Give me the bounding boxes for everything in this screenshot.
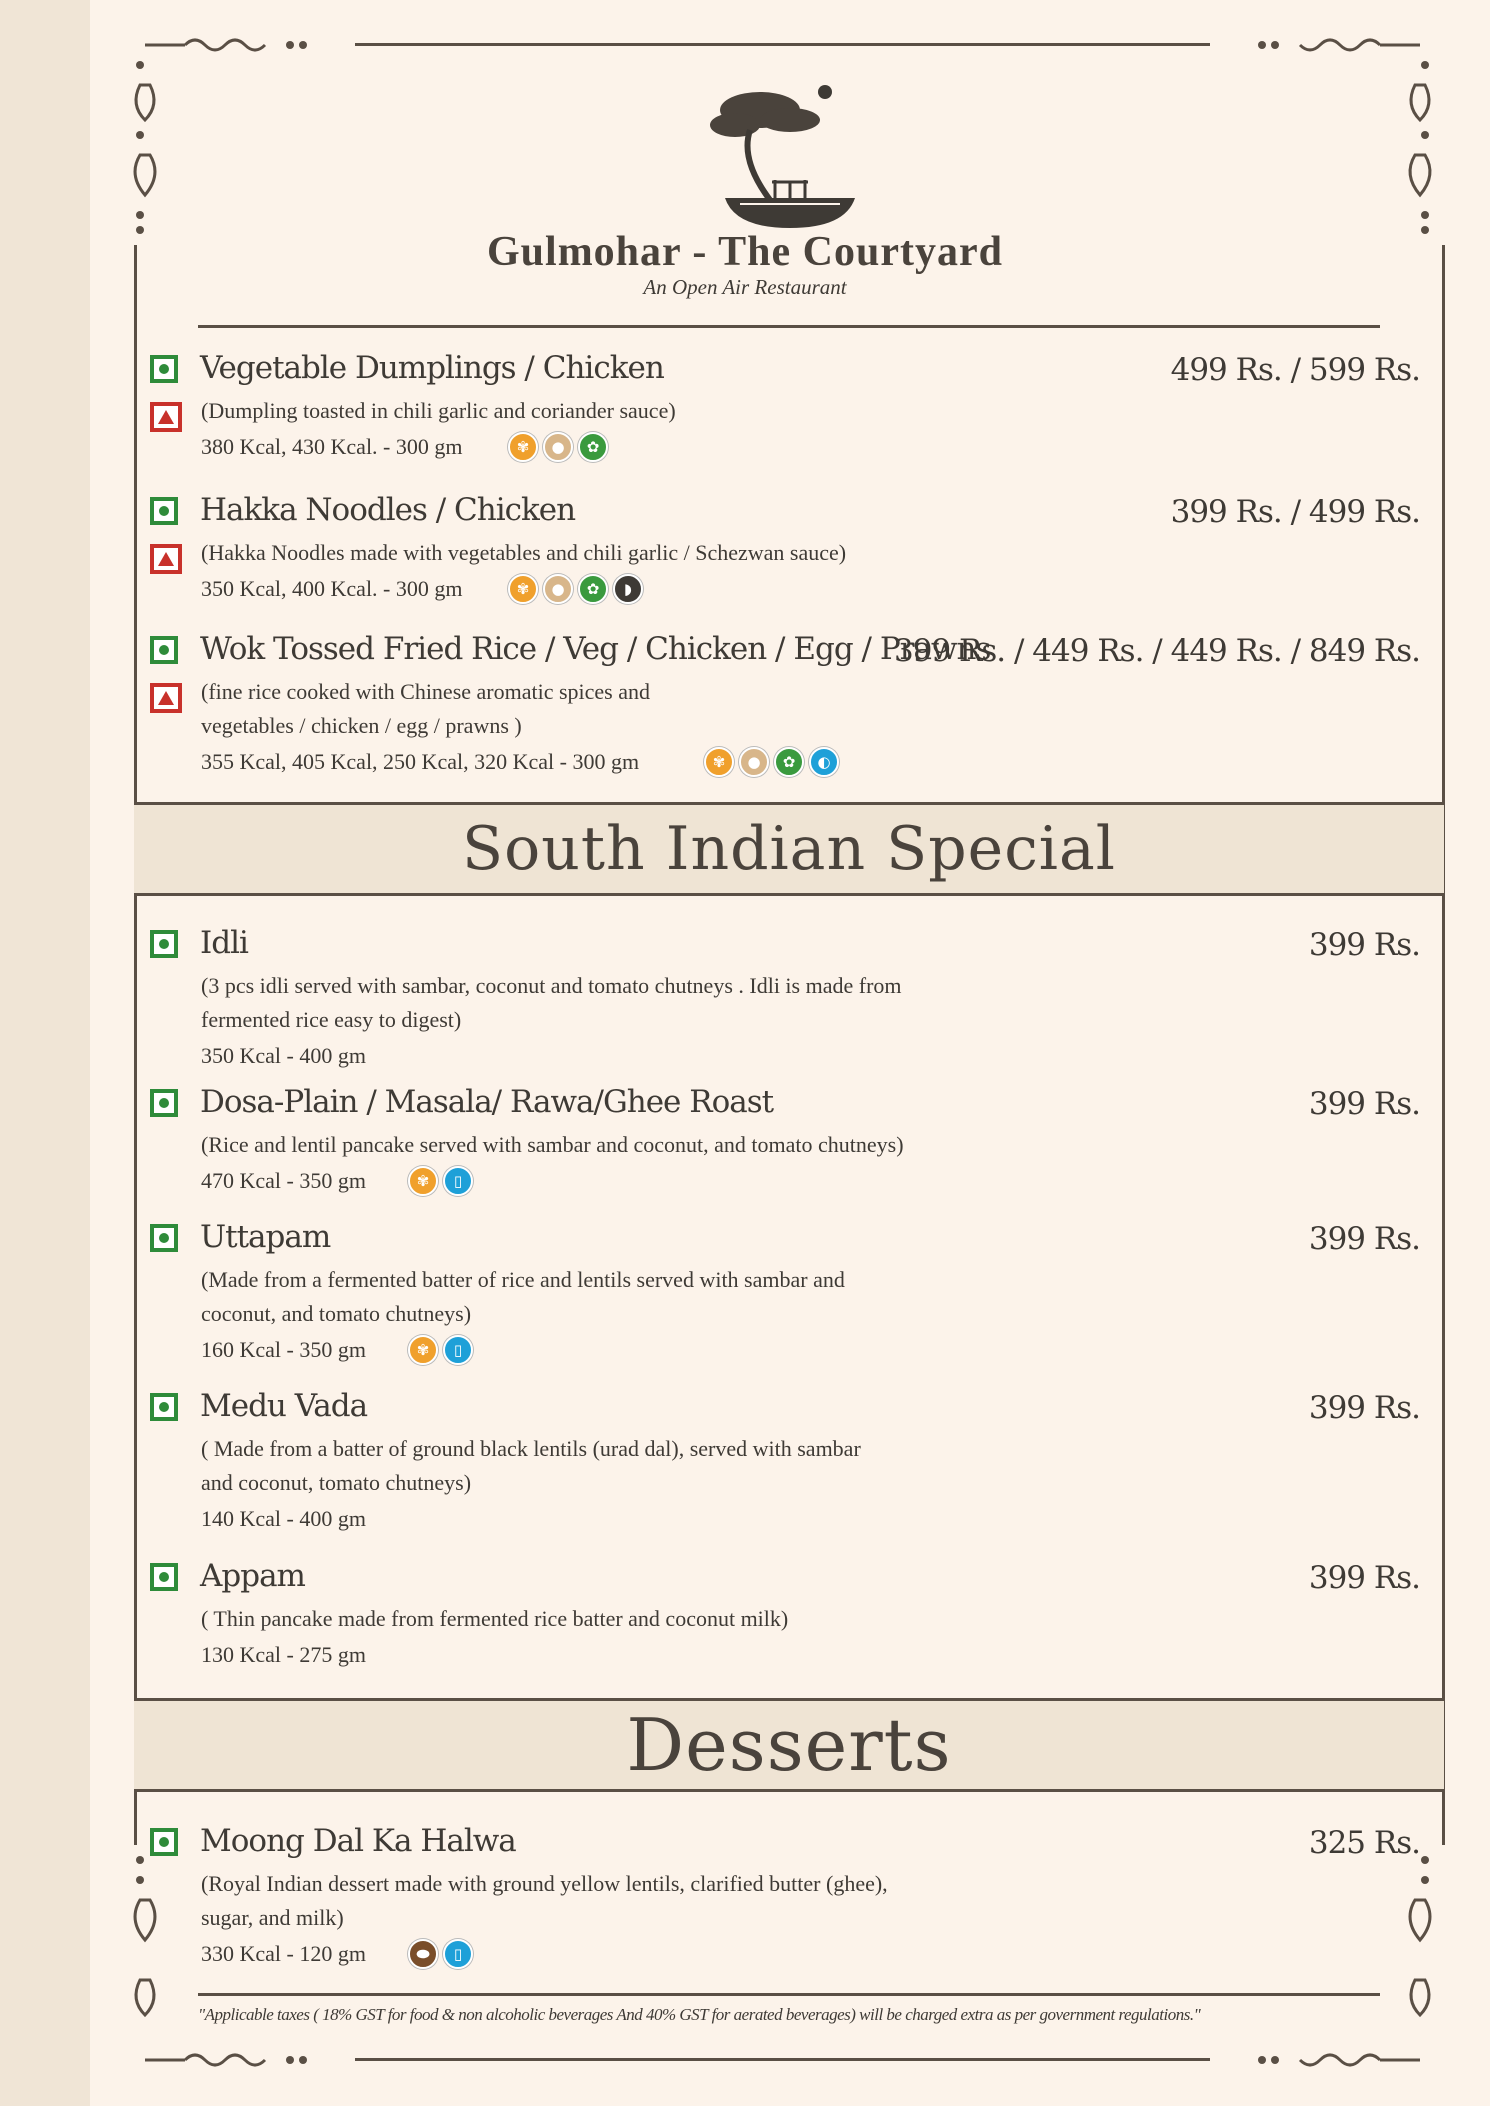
item-calories: 330 Kcal - 120 gm — [201, 1941, 366, 1966]
item-name: Medu Vada — [200, 1388, 368, 1424]
veg-mark-icon — [150, 497, 178, 525]
list-item — [150, 350, 1420, 460]
item-name: Idli — [200, 925, 248, 961]
item-name: Vegetable Dumplings / Chicken — [200, 350, 664, 386]
item-price: 399 Rs. / 499 Rs. — [1170, 494, 1420, 530]
item-name: Wok Tossed Fried Rice / Veg / Chicken / Egg / Prawns — [200, 631, 991, 667]
section-header-desserts: Desserts — [134, 1698, 1444, 1792]
item-calories: 160 Kcal - 350 gm — [201, 1337, 366, 1362]
frame-bottom-line — [355, 2058, 1210, 2061]
item-description: (Royal Indian dessert made with ground yellow lentils, clarified butter (ghee), — [201, 1871, 888, 1896]
lactose-icon: ▯ — [443, 1939, 473, 1969]
item-description: and coconut, tomato chutneys) — [201, 1470, 472, 1495]
item-price: 399 Rs. — [1308, 1560, 1420, 1596]
item-calories: 355 Kcal, 405 Kcal, 250 Kcal, 320 Kcal - 300 gm — [201, 749, 640, 774]
veg-mark-icon — [150, 1089, 178, 1117]
gluten-icon: ✾ — [704, 747, 734, 777]
allergen-icons — [704, 747, 839, 777]
item-description: ( Made from a batter of ground black lentils (urad dal), served with sambar — [201, 1436, 861, 1461]
veg-mark-icon — [150, 1828, 178, 1856]
veg-mark-icon — [150, 355, 178, 383]
frame-top-line — [355, 43, 1210, 46]
nonveg-mark-icon — [150, 402, 182, 432]
item-calories: 130 Kcal - 275 gm — [201, 1642, 366, 1667]
item-description: sugar, and milk) — [201, 1905, 344, 1930]
item-price: 399 Rs. — [1308, 1221, 1420, 1257]
list-item — [150, 925, 1420, 1075]
list-item — [150, 631, 1420, 781]
allergen-icons — [408, 1939, 473, 1969]
veg-icon: ✿ — [774, 747, 804, 777]
veg-mark-icon — [150, 1393, 178, 1421]
nut-icon: ● — [739, 747, 769, 777]
item-description: (3 pcs idli served with sambar, coconut and tomato chutneys . Idli is made from — [201, 973, 902, 998]
list-item — [150, 1823, 1420, 1973]
allergen-icons — [508, 432, 608, 462]
item-calories: 140 Kcal - 400 gm — [201, 1506, 366, 1531]
list-item — [150, 1219, 1420, 1369]
item-calories: 350 Kcal, 400 Kcal. - 300 gm — [201, 576, 463, 601]
gluten-icon: ✾ — [408, 1166, 438, 1196]
nut-icon: ● — [543, 574, 573, 604]
gluten-icon: ✾ — [508, 432, 538, 462]
item-name: Hakka Noodles / Chicken — [200, 492, 576, 528]
egg-icon: ◐ — [809, 747, 839, 777]
item-description: coconut, and tomato chutneys) — [201, 1301, 472, 1326]
allergen-icons — [408, 1166, 473, 1196]
item-description: (Rice and lentil pancake served with sambar and coconut, and tomato chutneys) — [201, 1132, 904, 1157]
nut-icon: ● — [543, 432, 573, 462]
item-calories: 380 Kcal, 430 Kcal. - 300 gm — [201, 434, 463, 459]
allergen-icons — [508, 574, 643, 604]
nonveg-mark-icon — [150, 544, 182, 574]
soy-icon: ⬬ — [408, 1939, 438, 1969]
header-rule — [198, 325, 1380, 328]
veg-mark-icon — [150, 930, 178, 958]
item-description: (fine rice cooked with Chinese aromatic spices and — [201, 679, 651, 704]
list-item — [150, 1558, 1420, 1668]
brand-name: Gulmohar - The Courtyard — [487, 229, 1003, 275]
lactose-icon: ▯ — [443, 1335, 473, 1365]
veg-mark-icon — [150, 1224, 178, 1252]
frame-left-line — [134, 245, 137, 1845]
item-name: Appam — [200, 1558, 305, 1594]
item-description: (Dumpling toasted in chili garlic and coriander sauce) — [201, 398, 676, 423]
item-description: (Made from a fermented batter of rice and lentils served with sambar and — [201, 1267, 845, 1292]
item-calories: 350 Kcal - 400 gm — [201, 1043, 366, 1068]
list-item — [150, 1084, 1420, 1194]
item-name: Dosa-Plain / Masala/ Rawa/Ghee Roast — [200, 1084, 774, 1120]
veg-icon: ✿ — [578, 432, 608, 462]
frame-right-line — [1442, 245, 1445, 1845]
item-price: 325 Rs. — [1308, 1825, 1420, 1861]
item-name: Moong Dal Ka Halwa — [200, 1823, 516, 1859]
item-description: vegetables / chicken / egg / prawns ) — [201, 713, 522, 738]
list-item — [150, 492, 1420, 602]
item-description: fermented rice easy to digest) — [201, 1007, 462, 1032]
tax-note: "Applicable taxes ( 18% GST for food & non alcoholic beverages And 40% GST for aerated beverages) will be charged extra as per government regulations." — [198, 2005, 1201, 2024]
item-price: 399 Rs. — [1308, 1086, 1420, 1122]
restaurant-logo-icon — [690, 70, 890, 240]
item-price: 399 Rs. — [1308, 1390, 1420, 1426]
item-price: 399 Rs. / 449 Rs. / 449 Rs. / 849 Rs. — [894, 633, 1420, 669]
brand-tagline: An Open Air Restaurant — [643, 275, 847, 299]
lactose-icon: ▯ — [443, 1166, 473, 1196]
gluten-icon: ✾ — [408, 1335, 438, 1365]
allergen-icons — [408, 1335, 473, 1365]
item-price: 499 Rs. / 599 Rs. — [1170, 352, 1420, 388]
shellfish-icon: ◗ — [613, 574, 643, 604]
item-description: ( Thin pancake made from fermented rice batter and coconut milk) — [201, 1606, 789, 1631]
gluten-icon: ✾ — [508, 574, 538, 604]
item-description: (Hakka Noodles made with vegetables and chili garlic / Schezwan sauce) — [201, 540, 847, 565]
nonveg-mark-icon — [150, 683, 182, 713]
side-strip — [0, 0, 90, 2106]
veg-icon: ✿ — [578, 574, 608, 604]
item-calories: 470 Kcal - 350 gm — [201, 1168, 366, 1193]
item-price: 399 Rs. — [1308, 927, 1420, 963]
footer-rule — [198, 1993, 1380, 1996]
item-name: Uttapam — [200, 1219, 331, 1255]
section-header-south-indian: South Indian Special — [134, 802, 1444, 896]
list-item — [150, 1388, 1420, 1538]
veg-mark-icon — [150, 636, 178, 664]
veg-mark-icon — [150, 1563, 178, 1591]
